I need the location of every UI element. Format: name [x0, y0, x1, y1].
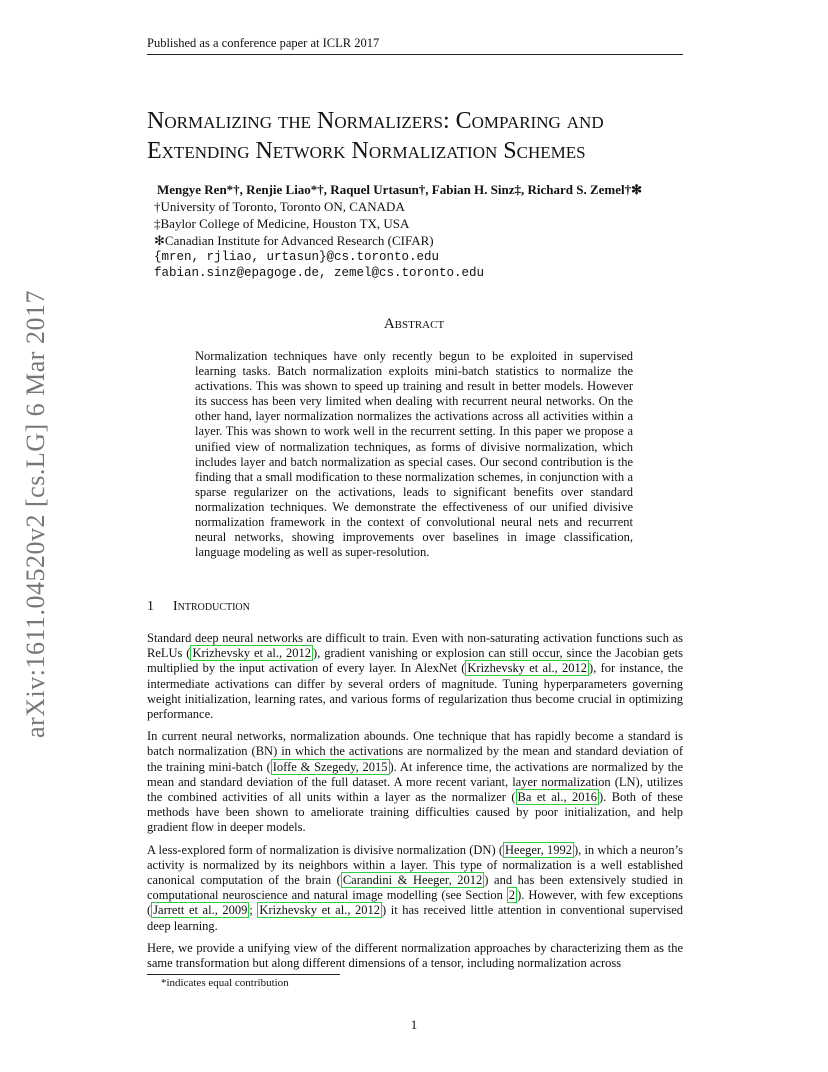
paragraph-3 — [147, 843, 683, 934]
citation-link[interactable]: Heeger, 1992 — [505, 842, 572, 857]
citation-link[interactable]: Krizhevsky et al., 2012 — [192, 646, 312, 661]
footnote-rule — [147, 974, 340, 975]
section-number: 1 — [147, 599, 154, 614]
abstract-heading: Abstract — [383, 316, 445, 332]
text-run: ). Both of these methods have been shown to ameliorate training difficulties caused by poor initialization, and help gradient flow in deeper models. — [147, 790, 683, 835]
text-run: Standard deep neural networks are difficult to train. Even with non-saturating activation functions such as ReLUs ( — [147, 631, 683, 661]
text-run: ) and has been extensively studied in computational neuroscience and natural image modelling (see Section — [147, 873, 683, 903]
introduction-body — [147, 631, 683, 978]
citation-link[interactable]: Jarrett et al., 2009 — [153, 903, 248, 918]
text-run: ) it has received little attention in conventional supervised deep learning. — [147, 903, 683, 933]
section-title: Introduction — [173, 599, 250, 614]
author-list: Mengye Ren*†, Renjie Liao*†, Raquel Urtasun†, Fabian H. Sinz‡, Richard S. Zemel†✻ — [157, 182, 643, 197]
text-run: ), gradient vanishing or explosion can still occur, since the Jacobian gets multiplied by the input activation of every layer. In AlexNet ( — [147, 646, 683, 676]
citation-link[interactable]: Krizhevsky et al., 2012 — [467, 661, 588, 676]
arxiv-stamp: arXiv:1611.04520v2 [cs.LG] 6 Mar 2017 — [21, 290, 50, 738]
footnote: *indicates equal contribution — [161, 977, 289, 989]
affiliation-toronto: †University of Toronto, Toronto ON, CANADA — [154, 199, 405, 214]
citation-link[interactable]: Carandini & Heeger, 2012 — [342, 873, 483, 888]
email-line-1: {mren, rjliao, urtasun}@cs.toronto.edu — [154, 250, 440, 264]
paragraph-2 — [147, 729, 683, 835]
text-run: ), for instance, the intermediate activations can differ by several orders of magnitude. Tuning hyperparameters governing weight initialization, learning rates, and various forms of regularization thus become crucial in optimizing performance. — [147, 661, 683, 722]
title-line-1: Normalizing the Normalizers: Comparing and — [147, 108, 604, 134]
text-run: ). At inference time, the activations are normalized by the mean and standard deviation of the full dataset. A more recent variant, layer normalization (LN), utilizes the combined activities of all units within a layer as the normalizer ( — [147, 759, 684, 805]
section-heading — [147, 599, 250, 615]
page-number: 1 — [410, 1017, 418, 1032]
paper-title — [147, 106, 707, 166]
text-run: ; — [249, 903, 258, 918]
text-run: ), in which a neuron’s activity is normalized by its neighbors within a layer. This type of normalization is a well established canonical computation of the brain ( — [147, 842, 684, 888]
title-line-2: Extending Network Normalization Schemes — [147, 138, 586, 164]
text-run: A less-explored form of normalization is divisive normalization (DN) ( — [147, 842, 504, 857]
citation-link[interactable]: Krizhevsky et al., 2012 — [259, 903, 381, 918]
text-run: In current neural networks, normalization abounds. One technique that has rapidly become a standard is batch normalization (BN) in which the activations are normalized by the mean and standard deviation of the training mini-batch ( — [147, 729, 683, 774]
citation-link[interactable]: Ba et al., 2016 — [517, 790, 597, 805]
affiliation-cifar: ✻Canadian Institute for Advanced Research (CIFAR) — [154, 233, 434, 248]
running-header: Published as a conference paper at ICLR 2017 — [147, 36, 683, 55]
email-line-2: fabian.sinz@epagoge.de, zemel@cs.toronto.edu — [154, 266, 485, 280]
affiliation-baylor: ‡Baylor College of Medicine, Houston TX, USA — [154, 216, 410, 231]
text-run: ). However, with few exceptions ( — [147, 888, 683, 918]
paragraph-4: Here, we provide a unifying view of the different normalization approaches by characterizing them as the same transformation but along different dimensions of a tensor, including normalization across — [147, 940, 683, 971]
abstract-body: Normalization techniques have only recently begun to be exploited in supervised learning tasks. Batch normalization exploits mini-batch statistics to normalize the activations. This was shown to speed up training and result in better models. However its success has been very limited when dealing with recurrent neural networks. On the other hand, layer normalization normalizes the activations across all activities within a layer. This was shown to work well in the recurrent setting. In this paper we propose a unified view of normalization techniques, as forms of divisive normalization, which includes layer and batch normalization as special cases. Our second contribution is the finding that a small modification to these normalization schemes, in conjunction with a sparse regularizer on the activations, leads to significant benefits over standard normalization techniques. We demonstrate the effectiveness of our unified divisive normalization framework in the context of convolutional neural nets and recurrent neural networks, showing improvements over baselines in image classification, language modeling as well as super-resolution. — [195, 349, 633, 560]
paragraph-1 — [147, 631, 683, 722]
section-ref-link[interactable]: 2 — [508, 888, 516, 903]
citation-link[interactable]: Ioffe & Szegedy, 2015 — [272, 759, 388, 774]
